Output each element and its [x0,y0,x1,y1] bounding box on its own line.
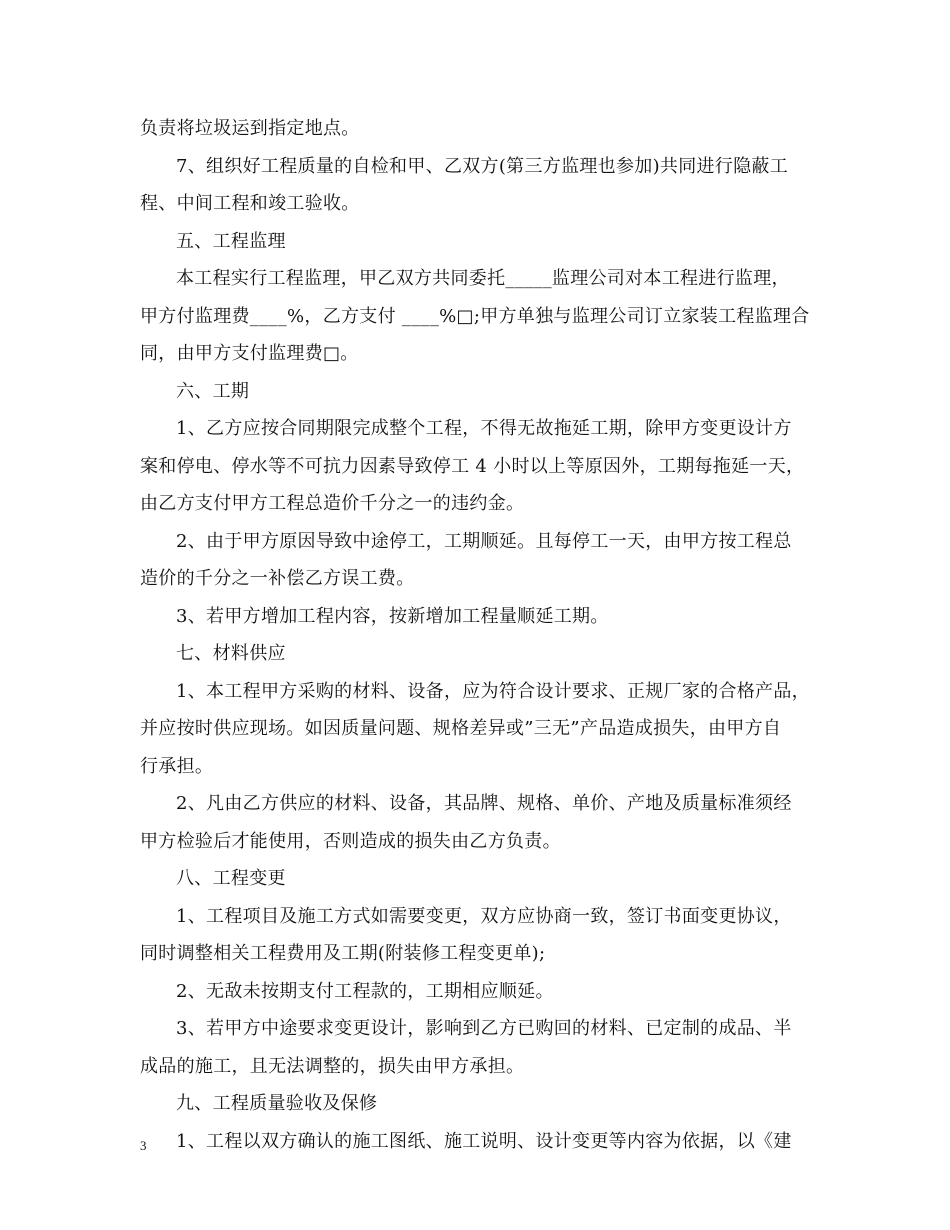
section-heading: 八、工程变更 [176,868,286,889]
body-text-line: 程、中间工程和竣工验收。 [140,193,360,214]
body-text-line: 同时调整相关工程费用及工期(附装修工程变更单); [140,943,546,964]
body-text-line: 2、凡由乙方供应的材料、设备，其品牌、规格、单价、产地及质量标准须经 [176,793,792,814]
body-text-line: 本工程实行工程监理，甲乙双方共同委托_____监理公司对本工程进行监理， [176,268,790,289]
section-heading: 六、工期 [176,381,250,402]
body-text-line: 负责将垃圾运到指定地点。 [140,118,360,139]
body-text-line: 7、组织好工程质量的自检和甲、乙双方(第三方监理也参加)共同进行隐蔽工 [176,156,788,177]
body-text-line: 并应按时供应现场。如因质量问题、规格差异或”三无”产品造成损失，由甲方自 [140,718,782,739]
body-text-line: 3、若甲方增加工程内容，按新增加工程量顺延工期。 [176,606,609,627]
body-text-line: 案和停电、停水等不可抗力因素导致停工 4 小时以上等原因外，工期每拖延一天， [140,456,805,477]
body-text-line: 由乙方支付甲方工程总造价千分之一的违约金。 [140,493,525,514]
body-text-line: 1、本工程甲方采购的材料、设备，应为符合设计要求、正规厂家的合格产品， [176,681,810,702]
body-text-line: 甲方付监理费____%，乙方支付 ____%□;甲方单独与监理公司订立家装工程监理合 [140,306,810,327]
body-text-line: 甲方检验后才能使用，否则造成的损失由乙方负责。 [140,831,561,852]
section-heading: 九、工程质量验收及保修 [176,1093,378,1114]
body-text-line: 1、工程项目及施工方式如需要变更，双方应协商一致，签订书面变更协议， [176,906,792,927]
body-text-line: 2、无敌未按期支付工程款的，工期相应顺延。 [176,981,554,1002]
body-text-line: 行承担。 [140,756,214,777]
body-text-line: 1、工程以双方确认的施工图纸、施工说明、设计变更等内容为依据，以《建 [176,1131,792,1152]
body-text-line: 同，由甲方支付监理费□。 [140,343,359,364]
body-text-line: 1、乙方应按合同期限完成整个工程，不得无故拖延工期，除甲方变更设计方 [176,418,792,439]
section-heading: 七、材料供应 [176,643,286,664]
body-text-line: 造价的千分之一补偿乙方误工费。 [140,568,415,589]
body-text-line: 2、由于甲方原因导致中途停工，工期顺延。且每停工一天，由甲方按工程总 [176,531,792,552]
section-heading: 五、工程监理 [176,231,286,252]
body-text-line: 成品的施工，且无法调整的，损失由甲方承担。 [140,1056,525,1077]
body-text-line: 3、若甲方中途要求变更设计，影响到乙方已购回的材料、已定制的成品、半 [176,1018,792,1039]
page-number: 3 [140,1138,147,1153]
